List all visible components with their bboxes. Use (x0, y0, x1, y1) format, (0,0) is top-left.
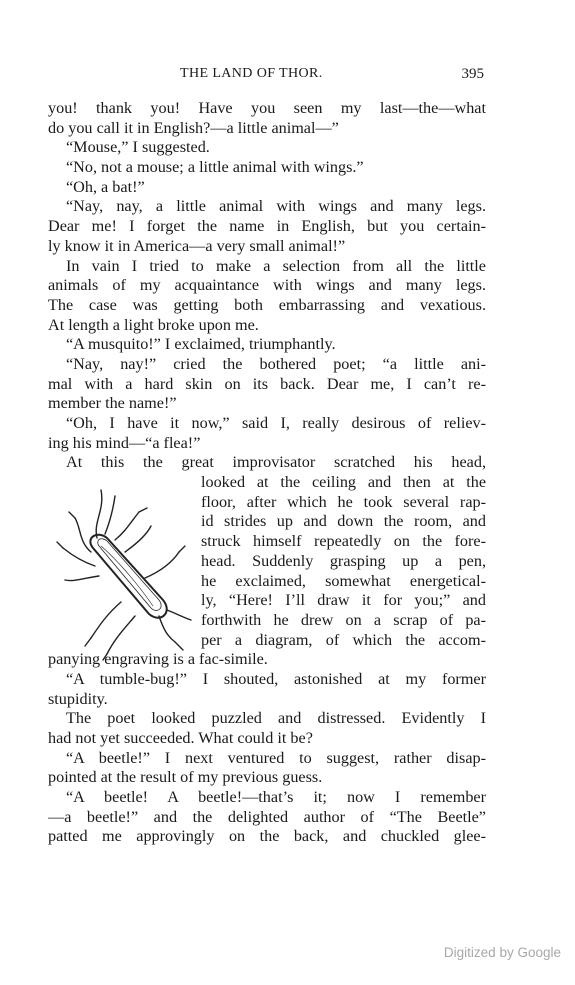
text-line: id strides up and down the room, and (201, 512, 486, 531)
text-line: “Oh, I have it now,” said I, really desirous of reliev- (66, 414, 486, 432)
text-line: “A beetle! A beetle!—that’s it; now I remember (66, 788, 486, 807)
text-line: pointed at the result of my previous guess. (48, 768, 323, 787)
text-line: Dear me! I forget the name in English, but you certain- (48, 217, 486, 236)
text-line: struck himself repeatedly on the fore- (201, 532, 486, 551)
digitized-watermark: Digitized by Google (443, 945, 561, 960)
text-line: animals of my acquaintance with wings and many legs. (48, 276, 486, 295)
text-line: At this the great improvisator scratched his head, (66, 453, 486, 472)
text-line: panying engraving is a fac-simile. (48, 650, 268, 669)
text-line: The poet looked puzzled and distressed. Evidently I (66, 709, 486, 728)
text-line: “No, not a mouse; a little animal with wings.” (66, 158, 364, 177)
text-line: ly, “Here! I’ll draw it for you;” and (201, 591, 486, 610)
text-line: “Nay, nay, a little animal with wings and many legs. (66, 197, 486, 216)
text-line: “A musquito!” I exclaimed, triumphantly. (66, 335, 336, 354)
text-line: “Oh, a bat!” (66, 177, 145, 196)
beetle-drawing-icon (55, 482, 195, 664)
text-line: “Nay, nay!” cried the bothered poet; “a little ani- (66, 354, 486, 373)
text-line: “A beetle!” I next ventured to suggest, rather disap- (66, 748, 486, 767)
text-line: stupidity. (48, 689, 108, 708)
text-line: member the name!” (48, 394, 177, 413)
text-line: ly know it in America—a very small animal!” (48, 236, 346, 255)
text-line: per a diagram, of which the accom- (201, 630, 486, 649)
text-line: In vain I tried to make a selection from all the little (66, 256, 486, 275)
text-line: looked at the ceiling and then at the (201, 473, 486, 492)
text-line: floor, after which he took several rap- (201, 492, 486, 511)
text-line: head. Suddenly grasping up a pen, (201, 551, 486, 570)
body-text (48, 99, 486, 847)
beetle-figure (55, 482, 195, 664)
text-line: had not yet succeeded. What could it be? (48, 729, 313, 747)
page-number: 395 (461, 66, 484, 82)
running-title: THE LAND OF THOR. (180, 66, 323, 81)
text-line: At length a light broke upon me. (48, 315, 259, 334)
text-line: “A tumble-bug!” I shouted, astonished at my former (66, 669, 486, 688)
text-line: you! thank you! Have you seen my last—the—what (48, 99, 486, 117)
text-line: patted me approvingly on the back, and chuckled glee- (48, 827, 486, 846)
text-line: he exclaimed, somewhat energetical- (201, 571, 486, 590)
text-line: mal with a hard skin on its back. Dear me, I can’t re- (48, 374, 486, 393)
text-line: The case was getting both embarrassing and vexatious. (48, 295, 486, 314)
running-head (48, 66, 494, 86)
text-line: do you call it in English?—a little animal—” (48, 118, 339, 137)
text-line: forthwith he drew on a scrap of pa- (201, 610, 486, 629)
text-line: ing his mind—“a flea!” (48, 433, 201, 452)
text-line: —a beetle!” and the delighted author of “The Beetle” (48, 807, 486, 826)
text-line: “Mouse,” I suggested. (66, 138, 210, 157)
